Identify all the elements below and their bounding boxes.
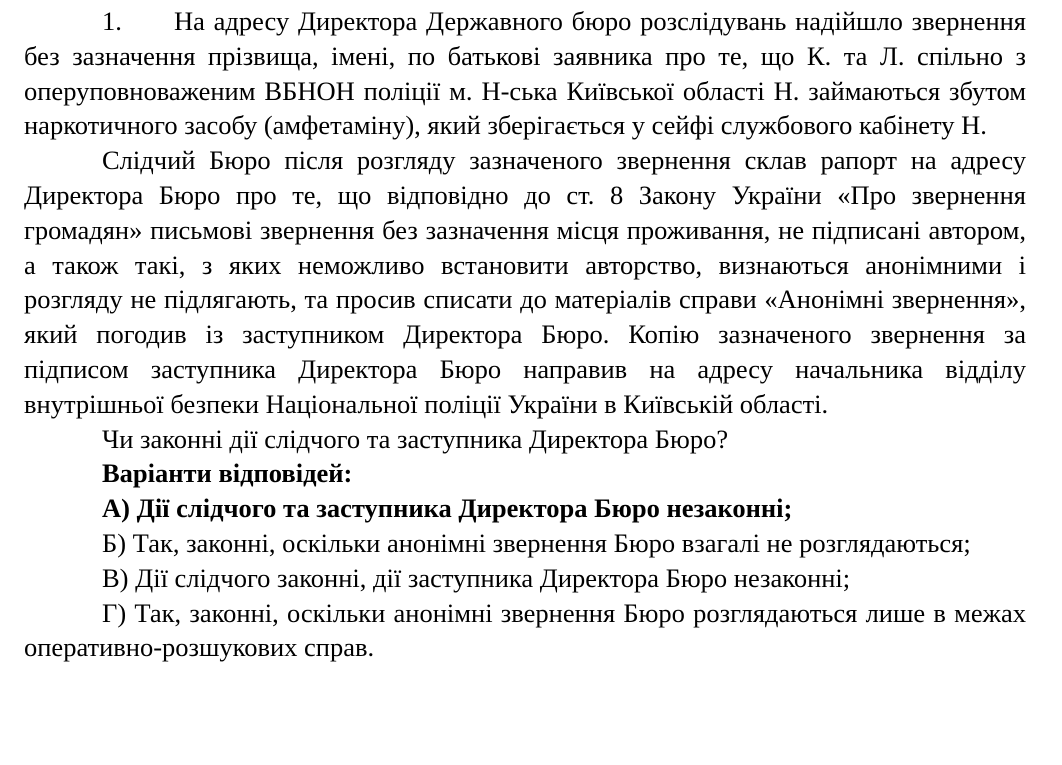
answer-option-a: А) Дії слідчого та заступника Директора Бюро незаконні;	[102, 493, 793, 524]
answer-option-c: В) Дії слідчого законні, дії заступника Директора Бюро незаконні;	[102, 562, 851, 593]
answers-heading: Варіанти відповідей:	[102, 458, 353, 489]
answer-option-b: Б) Так, законні, оскільки анонімні звернення Бюро взагалі не розглядаються;	[102, 527, 971, 558]
question-number: 1.	[102, 6, 122, 36]
answer-option-d: Г) Так, законні, оскільки анонімні звернення Бюро розглядаються лише в межах оперативно-розшукових справ.	[24, 597, 1026, 663]
question-prompt: Чи законні дії слідчого та заступника Директора Бюро?	[102, 423, 729, 454]
question-paragraph-1	[24, 4, 1026, 143]
question-text-1: На адресу Директора Державного бюро розслідувань надійшло звернення без зазначення прізвища, імені, по батькові заявника про те, що К. та Л. спільно з оперуповноваженим ВБНОН поліції м. Н-ська Київської області Н. займаються збутом наркотичного засобу (амфетаміну), який зберігається у сейфі службового кабінету Н.	[24, 6, 1026, 141]
question-paragraph-2: Слідчий Бюро після розгляду зазначеного звернення склав рапорт на адресу Директора Бюро про те, що відповідно до ст. 8 Закону України «Про звернення громадян» письмові звернення без зазначення місця проживання, не підписані автором, а також такі, з яких неможливо встановити авторство, визнаються анонімними і розгляду не підлягають, та просив списати до матеріалів справи «Анонімні звернення», який погодив із заступником Директора Бюро. Копію зазначеного звернення за підписом заступника Директора Бюро направив на адресу начальника відділу внутрішньої безпеки Національної поліції України в Київській області.	[24, 145, 1026, 419]
